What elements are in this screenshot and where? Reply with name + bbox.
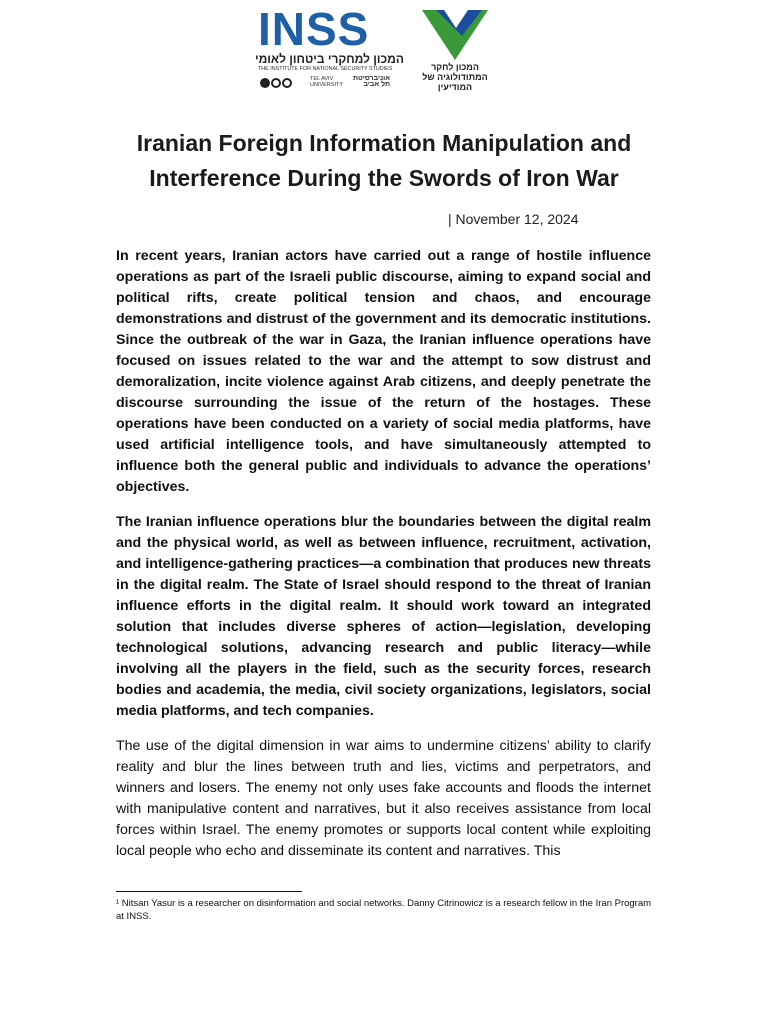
tau-hebrew: אוניברסיטת תל אביב <box>352 75 390 88</box>
triangle-logo-icon <box>422 6 488 60</box>
tau-logo <box>310 76 390 88</box>
tau-english: TEL AVIV UNIVERSITY <box>310 76 344 88</box>
circle-icon <box>260 78 270 88</box>
document-title: Iranian Foreign Information Manipulation and Interference During the Swords of Iron War <box>136 130 632 191</box>
footnote: ¹ Nitsan Yasur is a researcher on disinformation and social networks. Danny Citrinowicz is a research fellow in the Iran Program at INSS. <box>116 898 652 922</box>
summary-paragraph-1: In recent years, Iranian actors have carried out a range of hostile influence operations as part of the Israeli public discourse, aiming to expand social and political rifts, create political tension and chaos, and encourage demonstrations and distrust of the government and its democratic institutions. Since the outbreak of the war in Gaza, the Iranian influence operations have focused on issues related to the war and the attempt to sow distrust and demoralization, incite violence against Arab citizens, and deeply penetrate the discourse surrounding the issue of the return of the hostages. These operations have been conducted on a variety of social media platforms, have used artificial intelligence tools, and have simultaneously attempted to influence both the general public and individuals to advance the operations’ objectives. <box>116 248 651 495</box>
inss-hebrew-name: המכון למחקרי ביטחון לאומי <box>254 52 404 66</box>
methodology-institute-name: המכון לחקר המתודולוגיה של המודיעין <box>422 62 488 92</box>
summary-paragraph-2: The Iranian influence operations blur the boundaries between the digital realm and the physical world, as well as between influence, recruitment, activation, and intelligence-gathering practices—a combination that produces new threats in the digital realm. The State of Israel should respond to the threat of Iranian influence efforts in the digital realm. It should work toward an integrated solution that includes diverse spheres of action—legislation, developing technological solutions, advancing research and public literacy—while involving all the players in the field, such as the security forces, research bodies and academia, the media, civil society organizations, legislators, social media platforms, and tech companies. <box>116 514 651 719</box>
header-logos <box>254 3 496 92</box>
footnote-divider <box>116 891 302 892</box>
inss-emblem-icons <box>260 75 293 93</box>
inss-logo <box>254 3 406 92</box>
publication-date: | November 12, 2024 <box>448 211 579 227</box>
inss-english-name: THE INSTITUTE FOR NATIONAL SECURITY STUDIES <box>258 66 393 72</box>
circle-icon <box>282 78 292 88</box>
body-paragraph: The use of the digital dimension in war aims to undermine citizens’ ability to clarify reality and blur the lines between truth and lies, victims and perpetrators, and winners and losers. The enemy not only uses fake accounts and floods the internet with manipulative content and narratives, but it also receives assistance from local forces within Israel. The enemy promotes or supports local content while exploiting local people who echo and disseminate its content and narratives. This <box>116 738 651 859</box>
inss-logo-wordmark: INSS <box>258 3 370 55</box>
circle-icon <box>271 78 281 88</box>
methodology-institute-logo <box>420 6 494 92</box>
